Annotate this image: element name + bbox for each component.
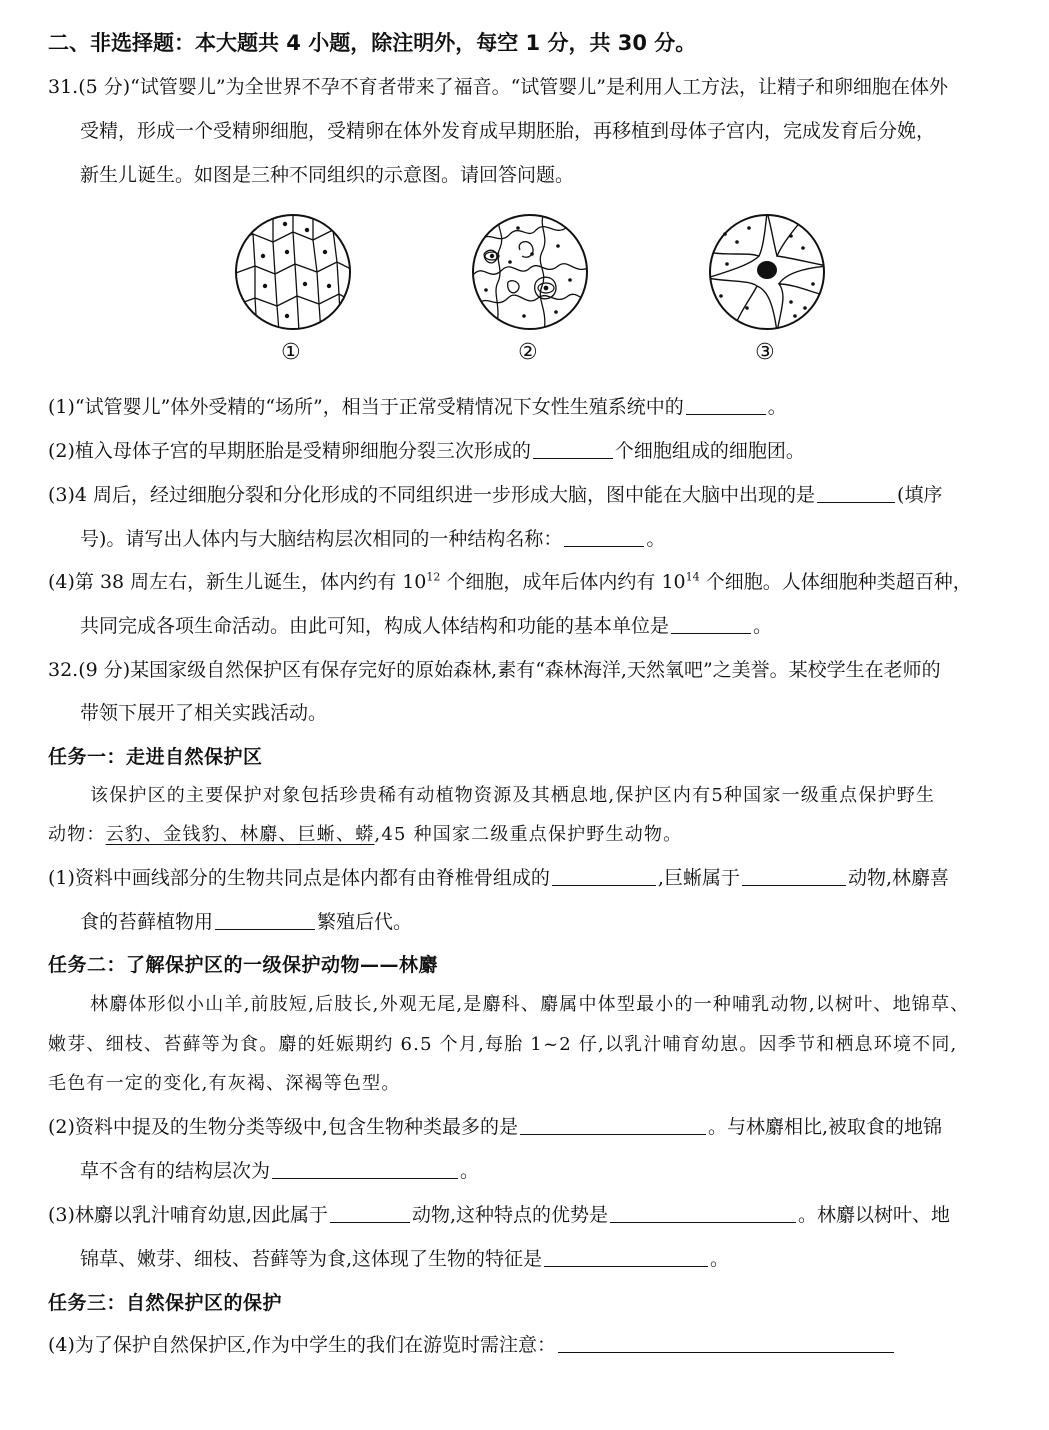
q31-intro-line1: 31.(5 分)“试管婴儿”为全世界不孕不育者带来了福音。“试管婴儿”是利用人工方法，让精子和卵细胞在体外 xyxy=(48,76,949,98)
answer-blank[interactable] xyxy=(272,1160,458,1179)
task2-title: 任务二：了解保护区的一级保护动物——林麝 xyxy=(48,954,439,976)
answer-blank[interactable] xyxy=(671,615,751,634)
q31-part3-text: (3)4 周后，经过细胞分裂和分化形成的不同组织进一步形成大脑，图中能在大脑中出现的是 xyxy=(48,484,816,506)
answer-blank[interactable] xyxy=(686,396,766,415)
q31-part3-tail: (填序 xyxy=(897,484,943,506)
q31-part3-line1 xyxy=(48,482,942,508)
answer-blank[interactable] xyxy=(544,1248,708,1267)
q32-part2-end: 。 xyxy=(460,1160,480,1182)
q32-part3-text-b: 动物,这种特点的优势是 xyxy=(411,1204,609,1226)
answer-blank[interactable] xyxy=(533,440,613,459)
answer-blank[interactable] xyxy=(610,1204,796,1223)
q31-part3-text2: 号)。请写出人体内与大脑结构层次相同的一种结构名称： xyxy=(80,528,563,550)
q32-part1-line2 xyxy=(80,909,412,935)
figure-label-3: ③ xyxy=(755,340,775,365)
q31-part2 xyxy=(48,438,805,464)
task1-title: 任务一：走进自然保护区 xyxy=(48,746,263,768)
q32-part3-text-c: 。林麝以树叶、地 xyxy=(798,1204,951,1226)
q31-part4-text-c: 个细胞。人体细胞种类超百种， xyxy=(699,571,972,593)
answer-blank[interactable] xyxy=(330,1204,410,1223)
q32-part1-text-e: 繁殖后代。 xyxy=(317,911,413,933)
q31-part4-end: 。 xyxy=(753,615,773,637)
material2-line1: 林麝体形似小山羊,前肢短,后肢长,外观无尾,是麝科、麝属中体型最小的一种哺乳动物,以树叶、地锦草、 xyxy=(90,994,970,1015)
material1-line1: 该保护区的主要保护对象包括珍贵稀有动植物资源及其栖息地,保护区内有5种国家一级重点保护野生 xyxy=(90,785,936,806)
q32-part3-end: 。 xyxy=(710,1248,730,1270)
q32-intro-line1: 32.(9 分)某国家级自然保护区有保存完好的原始森林,素有“森林海洋,天然氧吧”之美誉。某校学生在老师的 xyxy=(48,659,941,681)
q32-part2-text-a: (2)资料中提及的生物分类等级中,包含生物种类最多的是 xyxy=(48,1116,518,1138)
q32-part1-text-c: 动物,林麝喜 xyxy=(847,867,950,889)
material1-prefix: 动物： xyxy=(48,824,106,845)
q32-part2-text-c: 草不含有的结构层次为 xyxy=(80,1160,271,1182)
figure-label-1: ① xyxy=(281,340,301,365)
q32-part3-text-a: (3)林麝以乳汁哺育幼崽,因此属于 xyxy=(48,1204,328,1226)
answer-blank[interactable] xyxy=(742,867,846,886)
answer-blank[interactable] xyxy=(520,1116,706,1135)
q32-part1-line1 xyxy=(48,865,949,891)
q32-part2-line1 xyxy=(48,1114,942,1140)
q31-part4-text-a: (4)第 38 周左右，新生儿诞生，体内约有 10 xyxy=(48,571,427,593)
q31-part4-text-b: 个细胞，成年后体内约有 10 xyxy=(440,571,686,593)
answer-blank[interactable] xyxy=(215,911,315,930)
exponent: 14 xyxy=(685,570,700,584)
material2-line3: 毛色有一定的变化,有灰褐、深褐等色型。 xyxy=(48,1073,401,1094)
q32-part1-text-b: ,巨蜥属于 xyxy=(657,867,740,889)
answer-blank[interactable] xyxy=(552,867,656,886)
q32-intro-line2: 带领下展开了相关实践活动。 xyxy=(80,702,328,724)
q32-part2-line2 xyxy=(80,1158,479,1184)
q31-part2-end: 个细胞组成的细胞团。 xyxy=(614,440,805,462)
q32-part3-line2 xyxy=(80,1246,729,1272)
q32-part1-text-d: 食的苔藓植物用 xyxy=(80,911,214,933)
tissue-figure-3 xyxy=(707,212,827,332)
q31-part1-end: 。 xyxy=(767,396,787,418)
q32-part2-text-b: 。与林麝相比,被取食的地锦 xyxy=(707,1116,943,1138)
q32-part3-text-d: 锦草、嫩芽、细枝、苔藓等为食,这体现了生物的特征是 xyxy=(80,1248,543,1270)
q31-part4-line2 xyxy=(80,613,772,639)
answer-blank[interactable] xyxy=(817,484,895,503)
q31-intro-line3: 新生儿诞生。如图是三种不同组织的示意图。请回答问题。 xyxy=(80,164,575,186)
q31-part1-text: (1)“试管婴儿”体外受精的“场所”，相当于正常受精情况下女性生殖系统中的 xyxy=(48,396,684,418)
figure-label-2: ② xyxy=(518,340,538,365)
q31-part2-text: (2)植入母体子宫的早期胚胎是受精卵细胞分裂三次形成的 xyxy=(48,440,531,462)
exponent: 12 xyxy=(426,570,441,584)
material2-line2: 嫩芽、细枝、苔藓等为食。麝的妊娠期约 6.5 个月,每胎 1~2 仔,以乳汁哺育幼崽。因季节和栖息环境不同, xyxy=(48,1034,958,1055)
q32-part3-line1 xyxy=(48,1202,950,1228)
material1-suffix: ,45 种国家二级重点保护野生动物。 xyxy=(374,824,683,845)
tissue-figure-1 xyxy=(233,212,353,332)
q31-part4-line1 xyxy=(48,569,972,595)
task3-title: 任务三：自然保护区的保护 xyxy=(48,1292,283,1314)
underlined-animals: 云豹、金钱豹、林麝、巨蜥、蟒 xyxy=(105,824,375,845)
q31-part1 xyxy=(48,394,787,420)
answer-blank[interactable] xyxy=(558,1334,894,1353)
q31-part4-text-d: 共同完成各项生命活动。由此可知，构成人体结构和功能的基本单位是 xyxy=(80,615,670,637)
tissue-figure-2 xyxy=(470,212,590,332)
q31-part3-end: 。 xyxy=(646,528,666,550)
q31-intro-line2: 受精，形成一个受精卵细胞，受精卵在体外发育成早期胚胎，再移植到母体子宫内，完成发育后分娩， xyxy=(80,120,936,142)
q32-part1-text-a: (1)资料中画线部分的生物共同点是体内都有由脊椎骨组成的 xyxy=(48,867,550,889)
answer-blank[interactable] xyxy=(564,528,644,547)
q32-part4 xyxy=(48,1332,896,1358)
q32-part4-text: (4)为了保护自然保护区,作为中学生的我们在游览时需注意： xyxy=(48,1334,556,1356)
material1-line2 xyxy=(48,822,682,848)
q31-part3-line2 xyxy=(80,526,665,552)
section-title: 二、非选择题：本大题共 4 小题，除注明外，每空 1 分，共 30 分。 xyxy=(48,31,697,55)
